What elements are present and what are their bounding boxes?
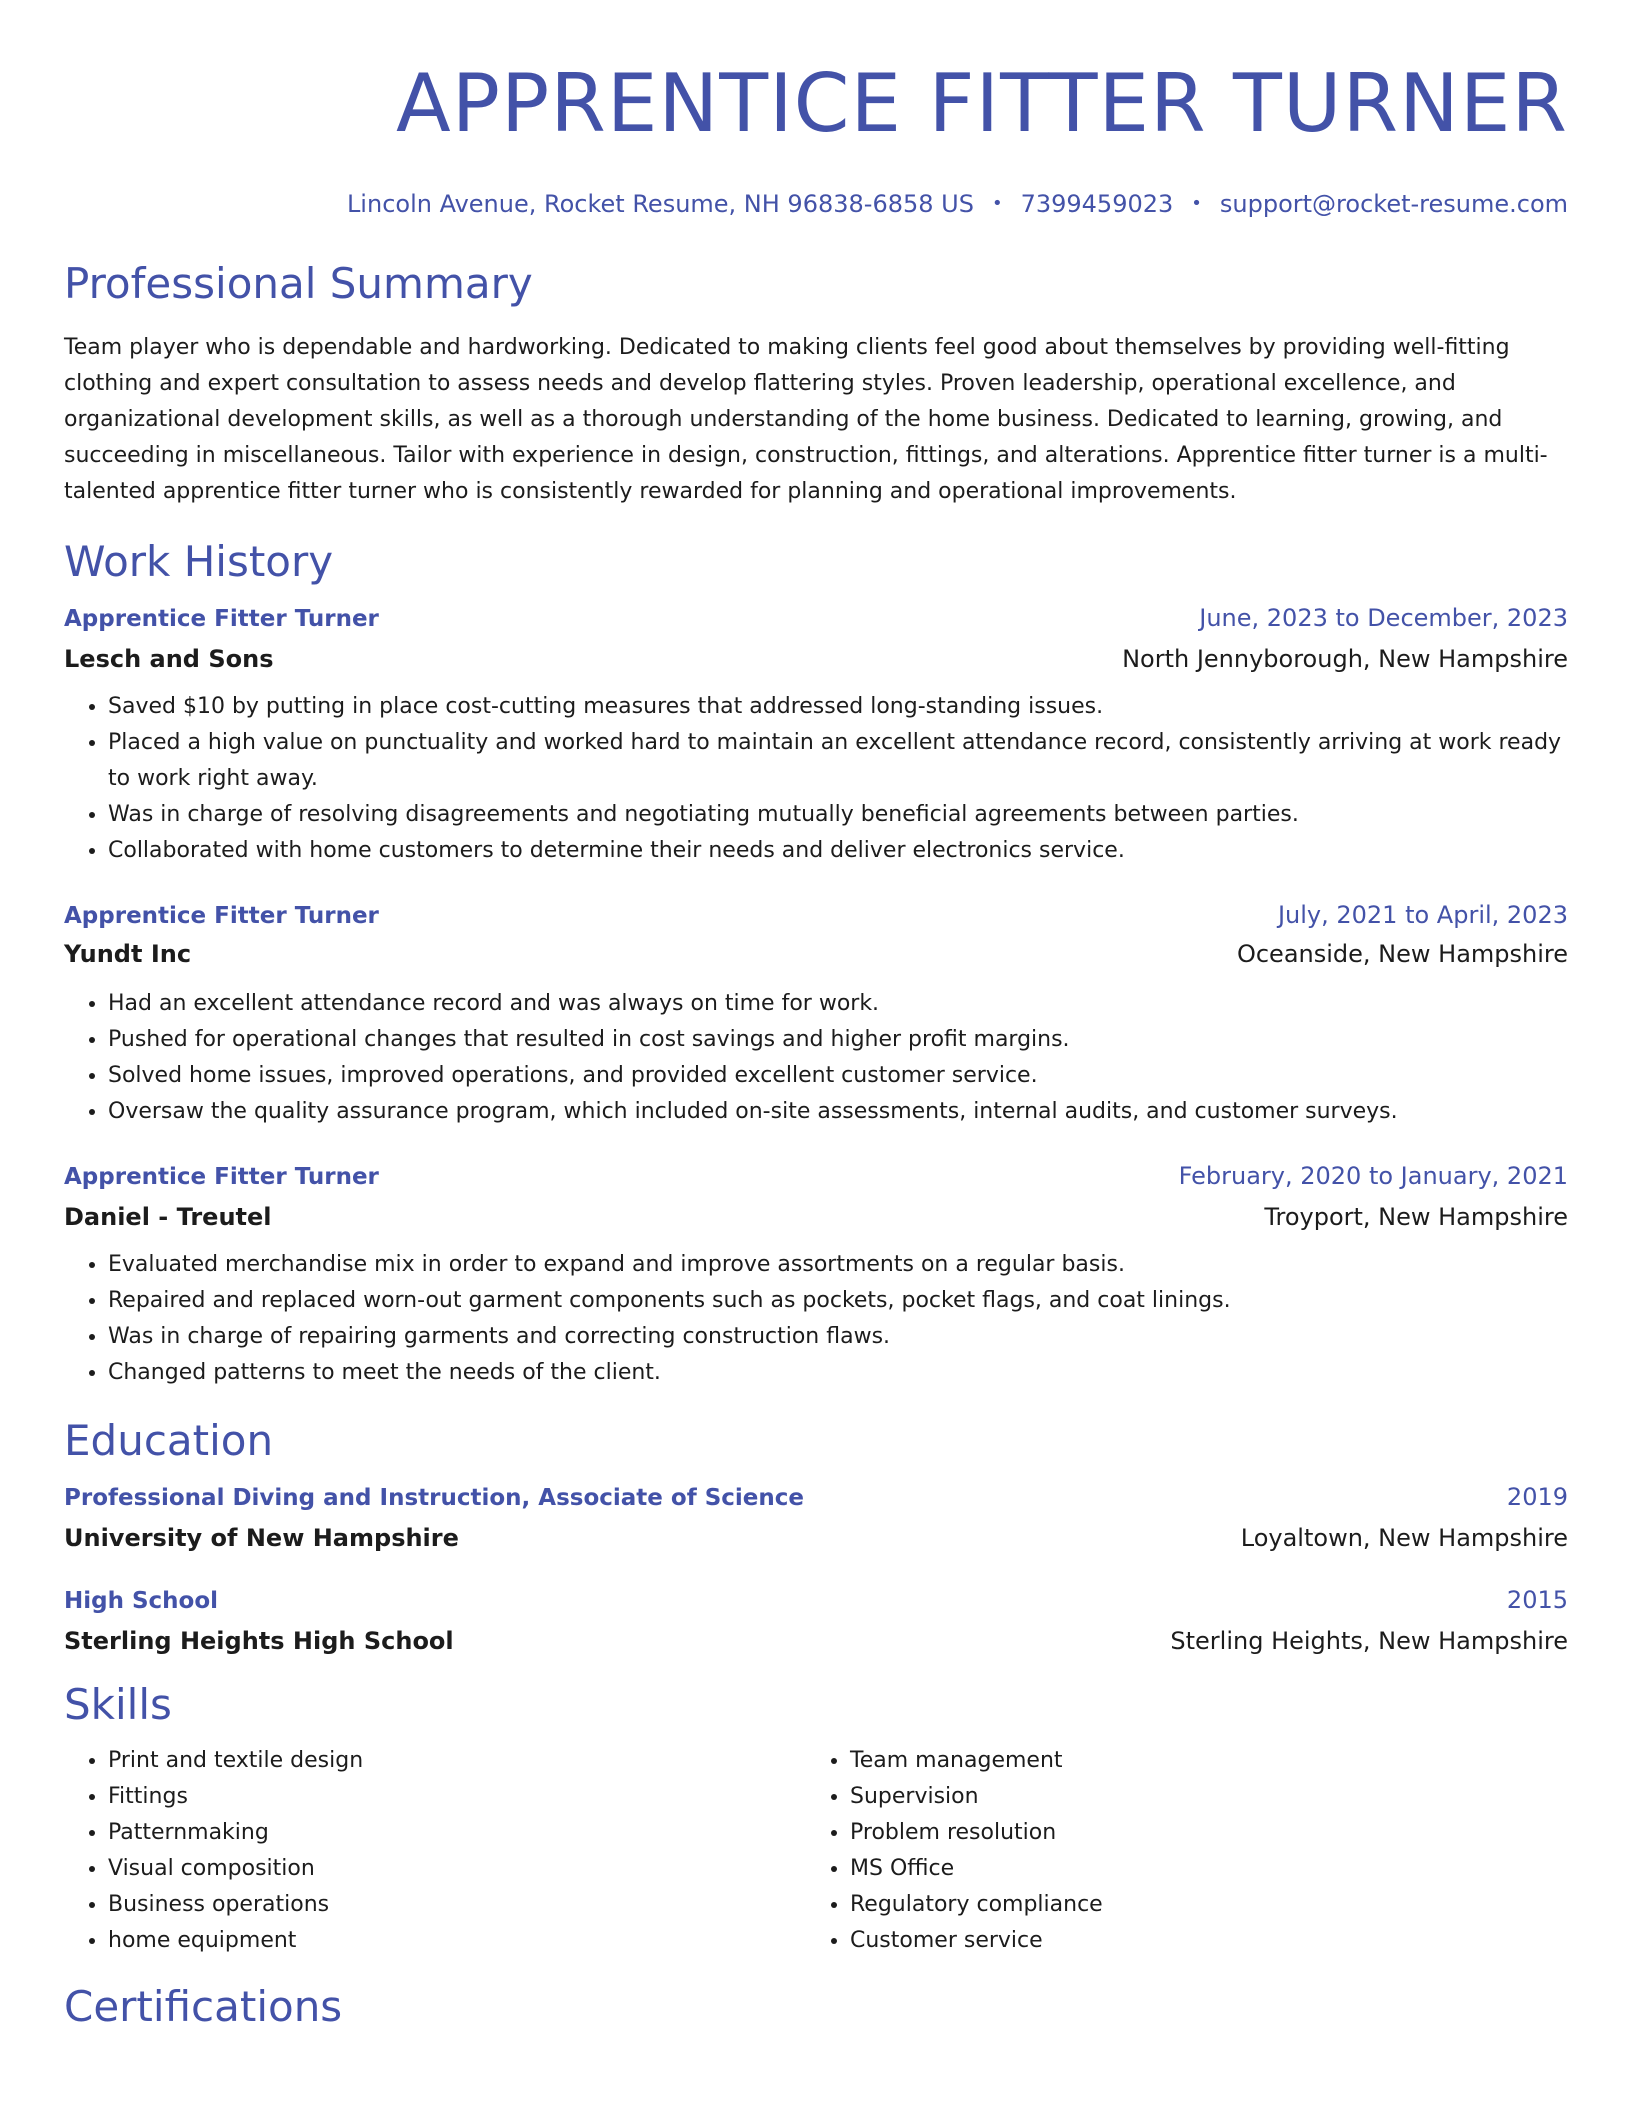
education-year: 2015	[1506, 1586, 1568, 1614]
job-title: Apprentice Fitter Turner	[64, 903, 379, 929]
summary-heading: Professional Summary	[64, 259, 533, 308]
job-bullets	[64, 986, 1568, 1130]
list-item: • Was in charge of resolving disagreements and negotiating mutually beneficial agreements between parties.	[108, 797, 1568, 833]
job-header	[64, 899, 1568, 932]
job-company: Yundt Inc	[64, 940, 192, 968]
job-subheader	[64, 938, 1568, 970]
job-bullets	[64, 689, 1568, 869]
education-location: Loyaltown, New Hampshire	[1240, 1524, 1568, 1552]
list-item: • Solved home issues, improved operations, and provided excellent customer service.	[108, 1058, 1568, 1094]
list-item: • Was in charge of repairing garments and correcting construction flaws.	[108, 1319, 1568, 1355]
job-title: Apprentice Fitter Turner	[64, 606, 379, 632]
education-degree: High School	[64, 1588, 219, 1614]
list-item: • home equipment	[108, 1923, 806, 1959]
education-year: 2019	[1506, 1483, 1568, 1511]
job-dates: July, 2021 to April, 2023	[1277, 901, 1568, 929]
certifications-heading: Certifications	[64, 1982, 343, 2031]
list-item: • Team management	[850, 1743, 1548, 1779]
list-item: • Business operations	[108, 1887, 806, 1923]
job-location: Troyport, New Hampshire	[1264, 1203, 1568, 1231]
job-dates: February, 2020 to January, 2021	[1178, 1162, 1568, 1190]
list-item: • Visual composition	[108, 1851, 806, 1887]
list-item: • Regulatory compliance	[850, 1887, 1548, 1923]
list-item: • Repaired and replaced worn-out garment components such as pockets, pocket flags, and coat linings.	[108, 1283, 1568, 1319]
contact-line	[64, 188, 1568, 220]
education-school: Sterling Heights High School	[64, 1627, 454, 1655]
list-item: • Collaborated with home customers to determine their needs and deliver electronics service.	[108, 833, 1568, 869]
list-item: • Changed patterns to meet the needs of the client.	[108, 1355, 1568, 1391]
list-item: • Customer service	[850, 1923, 1548, 1959]
contact-separator: •	[1191, 193, 1202, 214]
job-company: Lesch and Sons	[64, 645, 274, 673]
education-subheader	[64, 1522, 1568, 1554]
skills-heading: Skills	[64, 1680, 172, 1729]
job-title: Apprentice Fitter Turner	[64, 1164, 379, 1190]
job-entry	[64, 899, 1568, 1130]
education-entry	[64, 1584, 1568, 1657]
list-item: • Supervision	[850, 1779, 1548, 1815]
contact-separator: •	[991, 193, 1003, 214]
education-location: Sterling Heights, New Hampshire	[1170, 1627, 1568, 1655]
list-item: • Saved $10 by putting in place cost-cutting measures that addressed long-standing issues.	[108, 689, 1568, 725]
education-header	[64, 1584, 1568, 1617]
job-company: Daniel - Treutel	[64, 1203, 272, 1231]
list-item: • Placed a high value on punctuality and worked hard to maintain an excellent attendance record, consistently arriving at work ready to work right away.	[108, 725, 1568, 797]
job-entry	[64, 1160, 1568, 1391]
contact-phone: 7399459023	[1020, 190, 1174, 218]
job-location: North Jennyborough, New Hampshire	[1122, 645, 1568, 673]
candidate-name: APPRENTICE FITTER TURNER	[396, 57, 1568, 150]
education-subheader	[64, 1625, 1568, 1657]
skills-columns	[64, 1743, 1568, 1959]
contact-address: Lincoln Avenue, Rocket Resume, NH 96838-6858 US	[346, 190, 974, 218]
skills-list-right	[806, 1743, 1548, 1959]
job-header	[64, 1160, 1568, 1193]
list-item: • MS Office	[850, 1851, 1548, 1887]
list-item: • Pushed for operational changes that resulted in cost savings and higher profit margins.	[108, 1022, 1568, 1058]
job-entry	[64, 602, 1568, 869]
contact-email[interactable]: support@rocket-resume.com	[1219, 190, 1568, 218]
list-item: • Oversaw the quality assurance program, which included on-site assessments, internal audits, and customer surveys.	[108, 1094, 1568, 1130]
job-header	[64, 602, 1568, 635]
list-item: • Patternmaking	[108, 1815, 806, 1851]
education-school: University of New Hampshire	[64, 1524, 459, 1552]
job-subheader	[64, 1201, 1568, 1233]
skills-list-left	[64, 1743, 806, 1959]
summary-text: Team player who is dependable and hardworking. Dedicated to making clients feel good about themselves by providing well-fitting clothing and expert consultation to assess needs and develop flattering styles. Proven leadership, operational excellence, and organizational development skills, as well as a thorough understanding of the home business. Dedicated to learning, growing, and succeeding in miscellaneous. Tailor with experience in design, construction, fittings, and alterations. Apprentice fitter turner is a multi-talented apprentice fitter turner who is consistently rewarded for planning and operational improvements.	[64, 335, 1548, 504]
education-header	[64, 1481, 1568, 1514]
list-item: • Problem resolution	[850, 1815, 1548, 1851]
job-bullets	[64, 1247, 1568, 1391]
education-entry	[64, 1481, 1568, 1554]
job-location: Oceanside, New Hampshire	[1236, 940, 1568, 968]
list-item: • Had an excellent attendance record and was always on time for work.	[108, 986, 1568, 1022]
list-item: • Evaluated merchandise mix in order to expand and improve assortments on a regular basis.	[108, 1247, 1568, 1283]
list-item: • Fittings	[108, 1779, 806, 1815]
job-subheader	[64, 643, 1568, 675]
education-heading: Education	[64, 1416, 274, 1465]
work-history-heading: Work History	[64, 537, 334, 586]
education-degree: Professional Diving and Instruction, Associate of Science	[64, 1485, 805, 1511]
list-item: • Print and textile design	[108, 1743, 806, 1779]
job-dates: June, 2023 to December, 2023	[1199, 604, 1568, 632]
